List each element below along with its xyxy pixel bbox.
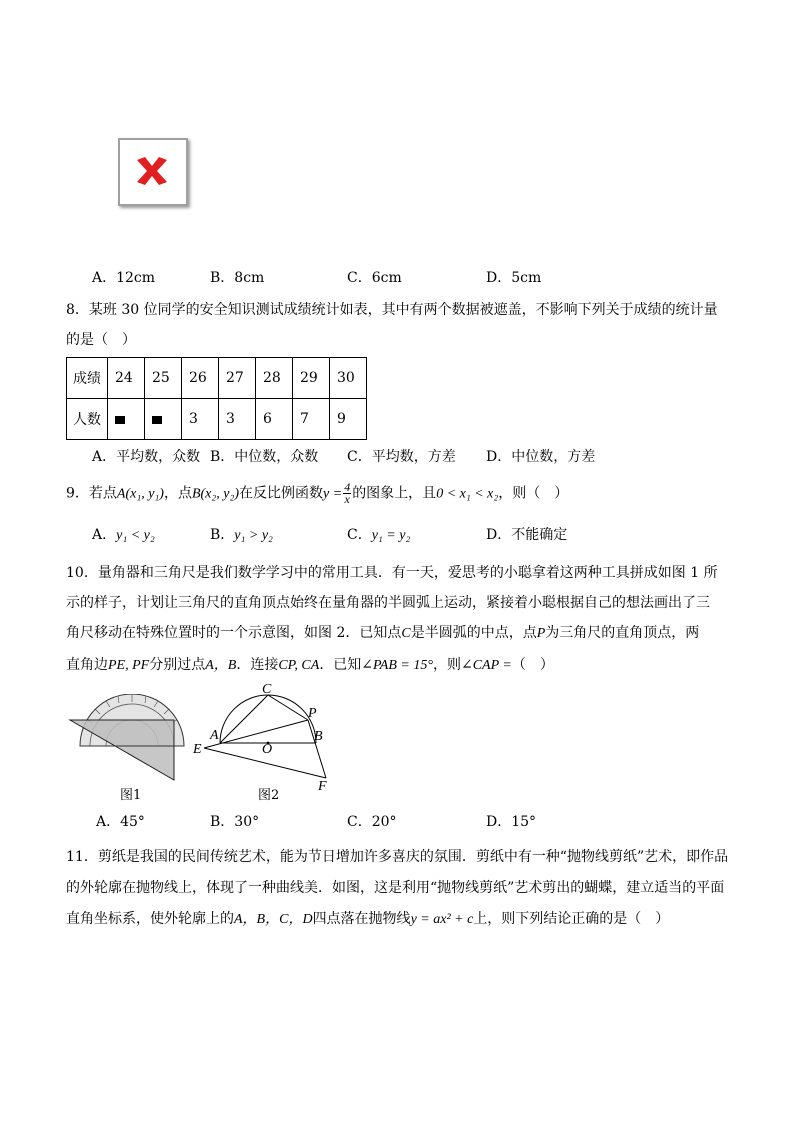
table-cell-covered: [108, 399, 145, 440]
q10-option-b: B．30°: [210, 814, 260, 830]
q10-option-d: D．15°: [486, 814, 537, 830]
q10-stem-line1: 10．量角器和三角尺是我们数学学习中的常用工具．有一天，爱思考的小聪拿着这两种工具拼成如图 1 所: [66, 565, 718, 581]
q11-stem-line1: 11．剪纸是我国的民间传统艺术，能为节日增加许多喜庆的氛围．剪纸中有一种“抛物线剪纸”艺术，即作品: [66, 849, 729, 865]
q10-option-c: C．20°: [347, 814, 397, 830]
figure-1-protractor-set-square: [68, 694, 192, 782]
q7-option-c: C．6cm: [347, 270, 402, 286]
covered-mark: [152, 416, 162, 424]
q7-option-b: B．8cm: [210, 270, 265, 286]
table-cell: 24: [108, 358, 145, 399]
figure-2-caption: 图2: [258, 788, 280, 803]
q11-points: A，B，C，D: [234, 912, 313, 927]
q10-stem-line2: 示的样子，计划让三角尺的直角顶点始终在量角器的半圆弧上运动，紧接着小聪根据自己的想法画出了三: [66, 595, 710, 611]
q9-option-math: y₁ > y₂: [234, 528, 273, 543]
q10-text: 分别过点: [149, 657, 206, 673]
q7-option-d: D．5cm: [486, 270, 542, 286]
q10-text: ．连接: [236, 657, 279, 673]
table-cell: 30: [330, 358, 367, 399]
q7-option-a: A．12cm: [92, 270, 156, 286]
q10-point-c: C: [401, 626, 411, 641]
q11-text: 四点落在抛物线: [312, 911, 411, 927]
q11-text: 直角坐标系，使外轮廓上的: [66, 911, 234, 927]
q10-points: A，B: [205, 658, 237, 673]
q9-frac-num: 4: [344, 480, 351, 494]
figure-2-label-f: F: [318, 779, 327, 794]
broken-image-icon: [133, 154, 171, 188]
q10-text: 角尺移动在特殊位置时的一个示意图，如图 2．已知点: [66, 625, 402, 641]
q9-text: ，点: [163, 485, 192, 502]
q9-text: 在反比例函数: [239, 485, 324, 502]
table-cell: 25: [145, 358, 182, 399]
table-cell-covered: [145, 399, 182, 440]
table-header-score: 成绩: [67, 358, 108, 399]
q10-text: ，则∠: [432, 657, 473, 673]
q9-condition: 0 < x₁ < x₂: [436, 486, 499, 502]
q8-option-b: B．中位数，众数: [210, 449, 319, 465]
q9-func-lhs: y =: [323, 486, 343, 502]
table-row: [67, 358, 367, 399]
q10-stem-line3: [66, 623, 699, 644]
q8-option-c: C．平均数，方差: [347, 449, 456, 465]
table-cell: 29: [293, 358, 330, 399]
table-cell: 28: [256, 358, 293, 399]
figure-2-label-e: E: [193, 742, 202, 757]
covered-mark: [115, 416, 125, 424]
q9-option-a: [92, 525, 155, 546]
q9-option-c: [347, 525, 410, 546]
q9-option-label: A．: [92, 527, 117, 543]
score-table: [66, 357, 367, 440]
q10-stem-line4: [66, 655, 554, 676]
q9-text: ，则（ ）: [498, 485, 569, 502]
table-header-count: 人数: [67, 399, 108, 440]
q11-text: 上，则下列结论正确的是（ ）: [473, 911, 670, 927]
q8-option-a: A．平均数，众数: [92, 449, 201, 465]
q8-stem-line2: 的是（ ）: [66, 332, 136, 348]
q11-function: y = ax² + c: [410, 912, 474, 927]
q10-text: 是半圆弧的中点，点: [410, 625, 537, 641]
figure-2-label-a: A: [210, 728, 219, 743]
table-cell: 3: [219, 399, 256, 440]
q9-option-label: B．: [210, 527, 235, 543]
q11-stem-line2: 的外轮廓在抛物线上，体现了一种曲线美．如图，这是利用“抛物线剪纸”艺术剪出的蝴蝶，建立适当的平面: [66, 880, 725, 896]
q9-point-a: A(x₁, y₁): [116, 486, 164, 502]
figure-1-caption: 图1: [120, 788, 142, 803]
q9-option-b: [210, 525, 273, 546]
q10-ask: CAP =: [472, 658, 512, 673]
q10-text: （ ）: [511, 657, 554, 673]
q11-stem-line3: [66, 909, 669, 930]
q10-text: ．已知∠: [319, 657, 374, 673]
figure-2-label-o: O: [262, 742, 273, 757]
q9-text: 9．若点: [66, 485, 117, 502]
broken-image-placeholder: [118, 138, 188, 206]
q10-text: 直角边: [66, 657, 108, 673]
q9-frac-den: x: [344, 492, 350, 506]
q10-given: PAB = 15°: [373, 658, 433, 673]
q10-segments: CP, CA: [278, 658, 320, 673]
q10-edges: PE, PF: [108, 658, 150, 673]
q9-option-label: C．: [347, 527, 372, 543]
q9-fraction: [343, 482, 351, 505]
q9-point-b: B(x₂, y₂): [191, 486, 240, 502]
table-cell: 26: [182, 358, 219, 399]
q10-option-a: A．45°: [96, 814, 145, 830]
q9-stem: [66, 482, 568, 506]
q9-text: 的图象上，且: [352, 485, 437, 502]
q8-stem-line1: 8．某班 30 位同学的安全知识测试成绩统计如表，其中有两个数据被遮盖，不影响下列关于成绩的统计量: [66, 302, 718, 318]
figure-2-label-b: B: [314, 729, 323, 744]
q10-text: 为三角尺的直角顶点，两: [545, 625, 700, 641]
q9-option-math: y₁ < y₂: [116, 528, 155, 543]
table-row: [67, 399, 367, 440]
q9-option-math: y₁ = y₂: [371, 528, 411, 543]
table-cell: 9: [330, 399, 367, 440]
table-cell: 3: [182, 399, 219, 440]
q9-option-d: D．不能确定: [486, 527, 568, 543]
figure-2-label-p: P: [308, 706, 317, 721]
q8-option-d: D．中位数，方差: [486, 449, 596, 465]
figure-2-label-c: C: [262, 682, 272, 697]
table-cell: 6: [256, 399, 293, 440]
table-cell: 27: [219, 358, 256, 399]
table-cell: 7: [293, 399, 330, 440]
q10-point-p: P: [536, 626, 546, 641]
